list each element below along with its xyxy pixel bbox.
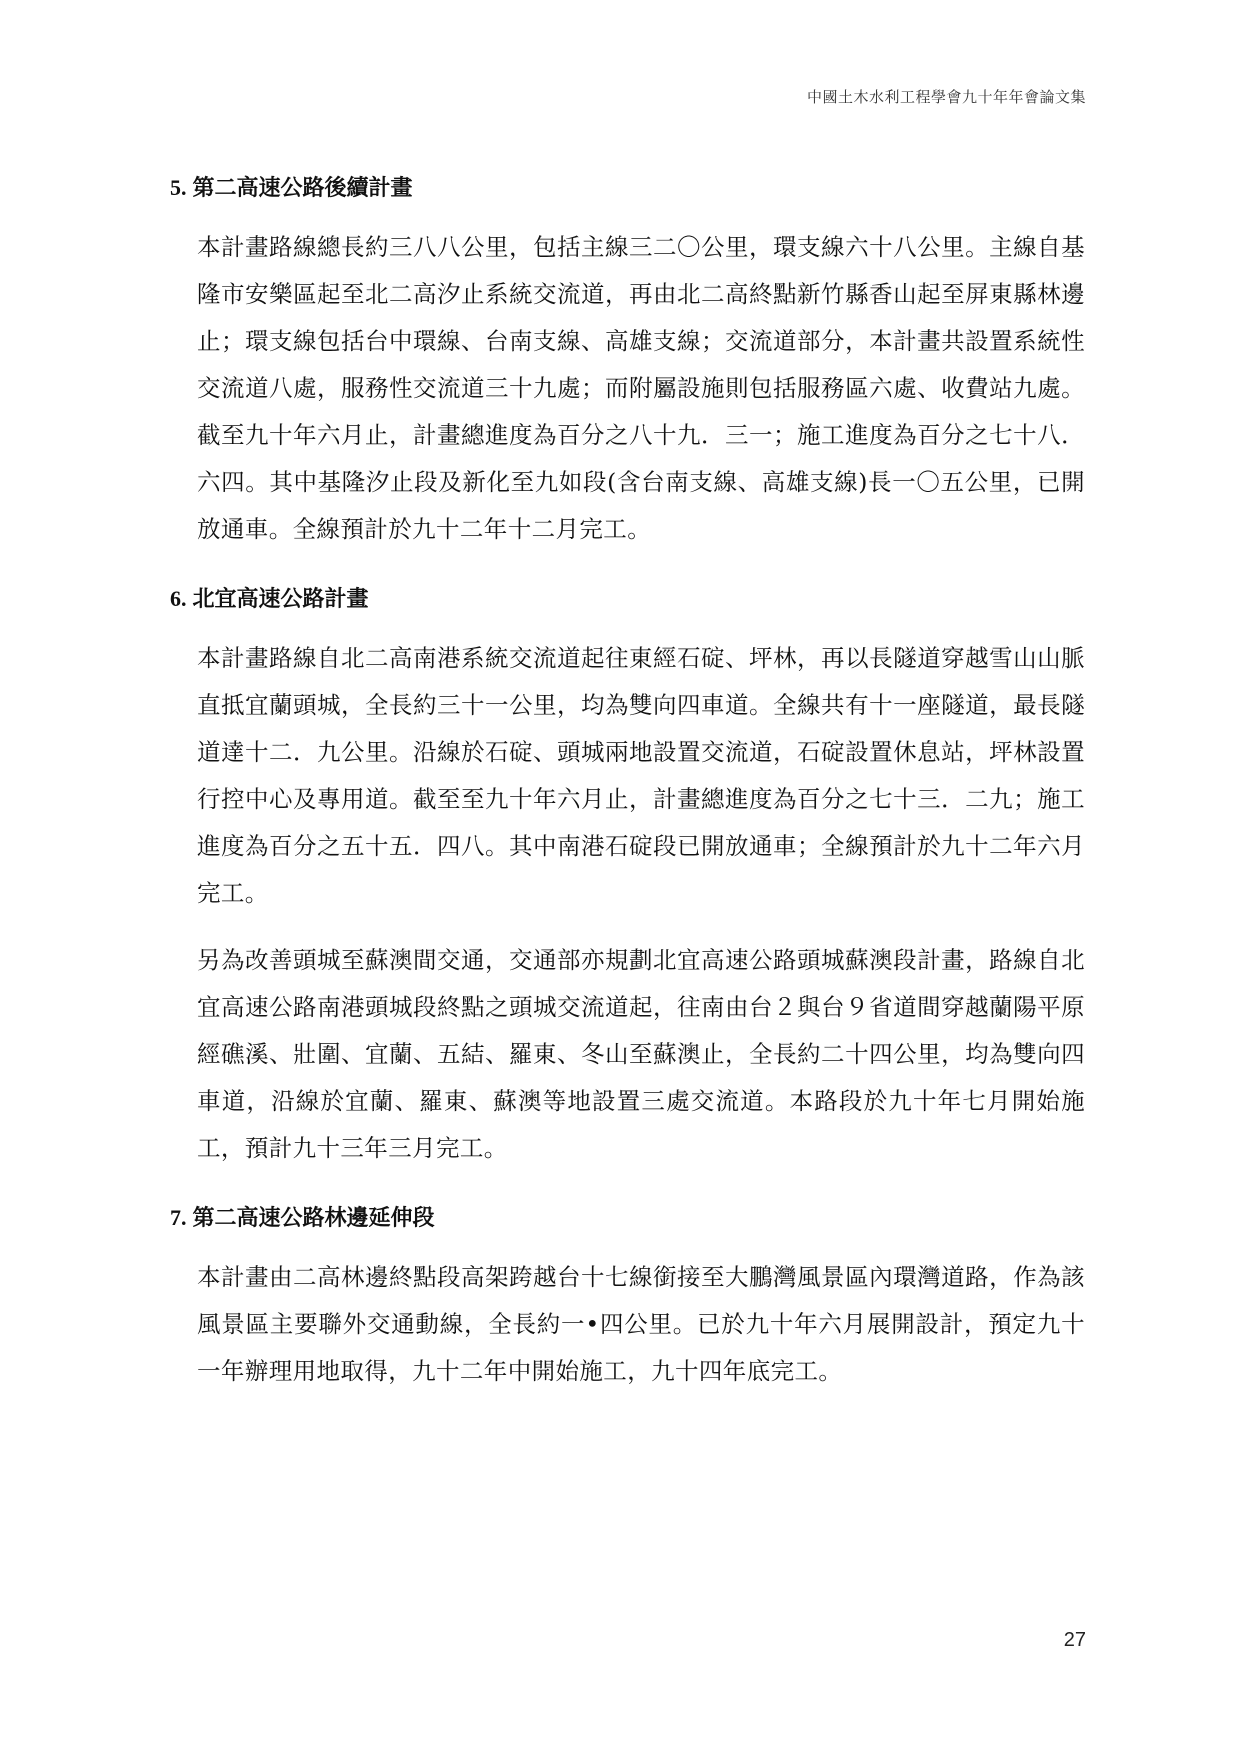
paragraph: 另為改善頭城至蘇澳間交通，交通部亦規劃北宜高速公路頭城蘇澳段計畫，路線自北宜高速公路南港頭城段終點之頭城交流道起，往南由台２與台９省道間穿越蘭陽平原經礁溪、壯圍、宜蘭、五結、羅東、冬山至蘇澳止，全長約二十四公里，均為雙向四車道，沿線於宜蘭、羅東、蘇澳等地設置三處交流道。本路段於九十年七月開始施工，預計九十三年三月完工。 [197,946,1085,1162]
section-number: 7. [170,1205,187,1230]
paragraph: 本計畫路線自北二高南港系統交流道起往東經石碇、坪林，再以長隧道穿越雪山山脈直抵宜蘭頭城，全長約三十一公里，均為雙向四車道。全線共有十一座隧道，最長隧道達十二．九公里。沿線於石碇、頭城兩地設置交流道，石碇設置休息站，坪林設置行控中心及專用道。截至至九十年六月止，計畫總進度為百分之七十三．二九；施工進度為百分之五十五．四八。其中南港石碇段已開放通車；全線預計於九十二年六月完工。 [197,644,1085,907]
section-heading-5 [170,172,1085,204]
paragraph: 本計畫由二高林邊終點段高架跨越台十七線銜接至大鵬灣風景區內環灣道路，作為該風景區主要聯外交通動線，全長約一•四公里。已於九十年六月展開設計，預定九十一年辦理用地取得，九十二年中開始施工，九十四年底完工。 [197,1263,1085,1385]
page-number: 27 [1063,1629,1086,1651]
section-title: 北宜高速公路計畫 [192,586,369,612]
section-heading-7 [170,1202,1085,1234]
paragraph: 本計畫路線總長約三八八公里，包括主線三二〇公里，環支線六十八公里。主線自基隆市安樂區起至北二高汐止系統交流道，再由北二高終點新竹縣香山起至屏東縣林邊止；環支線包括台中環線、台南支線、高雄支線；交流道部分，本計畫共設置系統性交流道八處，服務性交流道三十九處；而附屬設施則包括服務區六處、收費站九處。截至九十年六月止，計畫總進度為百分之八十九．三一；施工進度為百分之七十八．六四。其中基隆汐止段及新化至九如段(含台南支線、高雄支線)長一〇五公里，已開放通車。全線預計於九十二年十二月完工。 [197,233,1085,543]
section-heading-6 [170,583,1085,615]
section-number: 5. [170,175,187,200]
section-title: 第二高速公路林邊延伸段 [192,1205,435,1231]
section-title: 第二高速公路後續計畫 [192,175,413,201]
document-body [170,172,1085,1415]
section-number: 6. [170,586,187,611]
running-header: 中國土木水利工程學會九十年年會論文集 [806,88,1086,106]
